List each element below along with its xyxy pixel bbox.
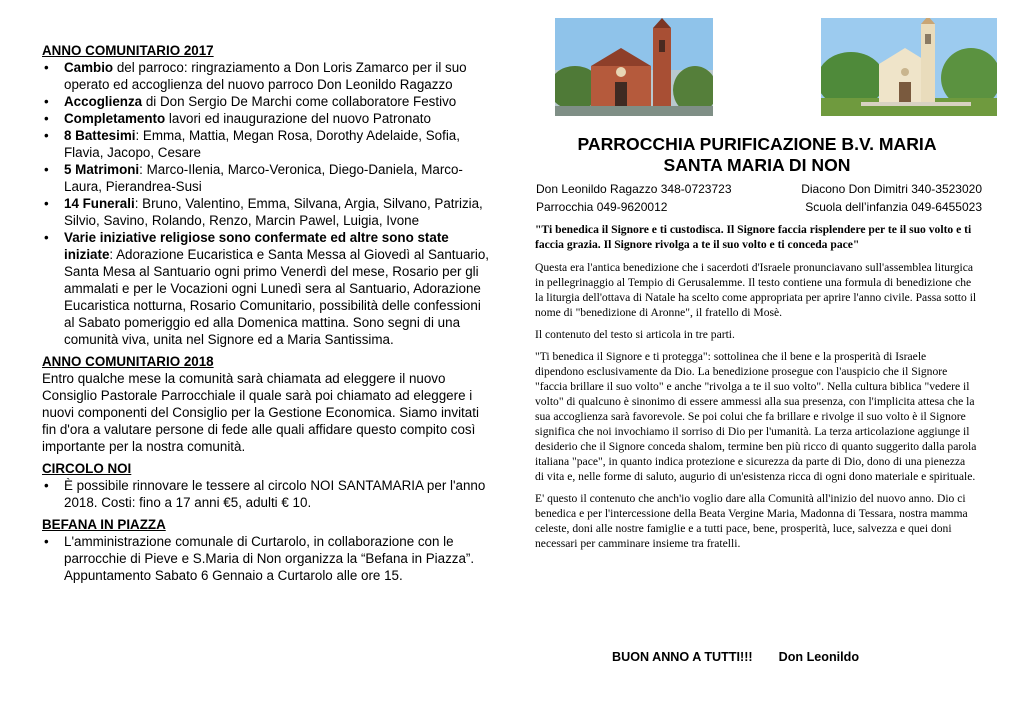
bullet-icon: • [44, 196, 49, 211]
contacts-row [536, 198, 982, 216]
church-brick-image [555, 18, 713, 116]
contact-parrocchia: Parrocchia 049-9620012 [536, 200, 668, 214]
church-photo-brick [555, 18, 713, 116]
church-white-image [821, 18, 997, 116]
list-item: • 14 Funerali: Bruno, Valentino, Emma, Silvana, Argia, Silvano, Patrizia, Silvio, Savino, Rolando, Renzo, Marcin Pawel, Luigia, Ivone [44, 196, 483, 228]
paragraph: E' questo il contenuto che anch'io voglio dare alla Comunità all'inizio del nuovo anno. Dio ci benedica e per l'intercessione della Beata Vergine Maria, Madonna di Tessara, nostra mamma celeste, doni alle nostre famiglie e a tutti pace, bene, prosperità, luce, salvezza e quei doni necessari per camminare insieme tra fratelli. [535, 492, 968, 550]
paragraph-2018: Entro qualche mese la comunità sarà chiamata ad eleggere il nuovo Consiglio Pastorale Parrocchiale il quale sarà poi chiamato ad eleggere i nuovi componenti del Consiglio per la Gestione Economica. Siamo invitati fin d'ora a valutare persone di fede alle quali affidare questo compito così importante per la nostra comunità. [42, 371, 479, 454]
section-heading-2017: ANNO COMUNITARIO 2017 [42, 43, 214, 58]
contact-diacono: Diacono Don Dimitri 340-3523020 [801, 182, 982, 196]
bullet-icon: • [44, 534, 49, 549]
paragraph: Questa era l'antica benedizione che i sacerdoti d'Israele pronunciavano sull'assemblea liturgica in pellegrinaggio al Tempio di Gerusalemme. Il testo contiene una formula di benedizione che la liturgia dell'ottava di Natale ha scelto come appropriata per aprire l'anno civile. Passa sotto il nome di "benedizione di Aronne", il fratello di Mosè. [535, 261, 977, 319]
parish-title [532, 134, 982, 176]
list-item: • Accoglienza di Don Sergio De Marchi come collaboratore Festivo [44, 94, 457, 109]
blessing-quote: "Ti benedica il Signore e ti custodisca. Il Signore faccia risplendere per te il suo volto e ti faccia grazia. Il Signore rivolga a te il suo volto e ti conceda pace" [535, 223, 972, 251]
blessing-text [535, 222, 977, 558]
contacts-block [536, 180, 982, 216]
list-befana [42, 533, 490, 584]
list-item: • 8 Battesimi: Emma, Mattia, Megan Rosa, Dorothy Adelaide, Sofia, Flavia, Jacopo, Cesare [44, 128, 460, 160]
bullet-icon: • [44, 111, 49, 126]
list-item: • È possibile rinnovare le tessere al circolo NOI SANTAMARIA per l'anno 2018. Costi: fino a 17 anni €5, adulti € 10. [44, 478, 486, 510]
list-item: • Cambio del parroco: ringraziamento a Don Loris Zamarco per il suo operato ed accoglienza del nuovo parroco Don Leonildo Ragazzo [44, 60, 467, 92]
list-item: • Completamento lavori ed inaugurazione del nuovo Patronato [44, 111, 431, 126]
list-item: • Varie iniziative religiose sono confermate ed altre sono state iniziate: Adorazione Eucaristica e Santa Messa al Giovedì al Santuario, Santa Mesa al Santuario ogni primo Venerdì del mese, Rosario per gli ammalati e per le Vocazioni ogni Lunedì sera al Santuario, Adorazione Eucaristica notturna, Rosario Comunitario, possibilità delle confessioni al Sabato pomeriggio ed alla Domenica mattina. Sono segni di una comunità viva, unita nel Signore ed a Maria Santissima. [44, 230, 490, 347]
paragraph: Il contenuto del testo si articola in tre parti. [535, 328, 735, 341]
signature: Don Leonildo [778, 650, 860, 664]
contacts-row [536, 180, 982, 198]
left-column [42, 42, 490, 584]
list-circolo [42, 477, 490, 511]
parish-title-line2: SANTA MARIA DI NON [663, 155, 851, 175]
bullet-icon: • [44, 230, 49, 245]
section-heading-2018: ANNO COMUNITARIO 2018 [42, 354, 214, 369]
bullet-icon: • [44, 128, 49, 143]
section-heading-circolo: CIRCOLO NOI [42, 461, 132, 476]
bullet-icon: • [44, 162, 49, 177]
bullet-icon: • [44, 478, 49, 493]
bullet-icon: • [44, 60, 49, 75]
closing-line [612, 650, 912, 664]
parish-title-line1: PARROCCHIA PURIFICAZIONE B.V. MARIA [577, 134, 937, 154]
list-item: • L'amministrazione comunale di Curtarolo, in collaborazione con le parrocchie di Pieve e S.Maria di Non organizza la “Befana in Piazza”. Appuntamento Sabato 6 Gennaio a Curtarolo alle ore 15. [44, 534, 475, 583]
list-item: • 5 Matrimoni: Marco-Ilenia, Marco-Veronica, Diego-Daniela, Marco-Laura, Pierandrea-Susi [44, 162, 463, 194]
contact-scuola: Scuola dell’infanzia 049-6455023 [805, 200, 982, 214]
list-2017 [42, 59, 490, 348]
paragraph: "Ti benedica il Signore e ti protegga": sottolinea che il bene e la prosperità di Israele dipendono esclusivamente da Dio. La benedizione prosegue con l'auspicio che il Signore "faccia brillare il suo volto" e anche "rivolga a te il suo volto". Nella cultura biblica "vedere il volto" di qualcuno è sinonimo di essere ammessi alla sua presenza, con l'implicita attesa che la sua accoglienza sarà favorevole. Se poi colui che fa brillare e rivolge il suo volto è il Signore significa che noi invochiamo il sorriso di Dio per l'umanità. La terza articolazione aggiunge il desiderio che il Signore conceda shalom, termine ben più ricco di quanto suggerito dalla parola italiana "pace", in quanto indica protezione e sicurezza da parte di Dio, dono di una pienezza di vita e, nelle forme di saluto, augurio di un'esistenza ricca di ogni dono materiale e spirituale. [535, 350, 977, 483]
contact-parroco: Don Leonildo Ragazzo 348-0723723 [536, 182, 732, 196]
bullet-icon: • [44, 94, 49, 109]
section-heading-befana: BEFANA IN PIAZZA [42, 517, 166, 532]
closing-greeting: BUON ANNO A TUTTI!!! [612, 650, 753, 664]
church-photo-white [821, 18, 997, 116]
